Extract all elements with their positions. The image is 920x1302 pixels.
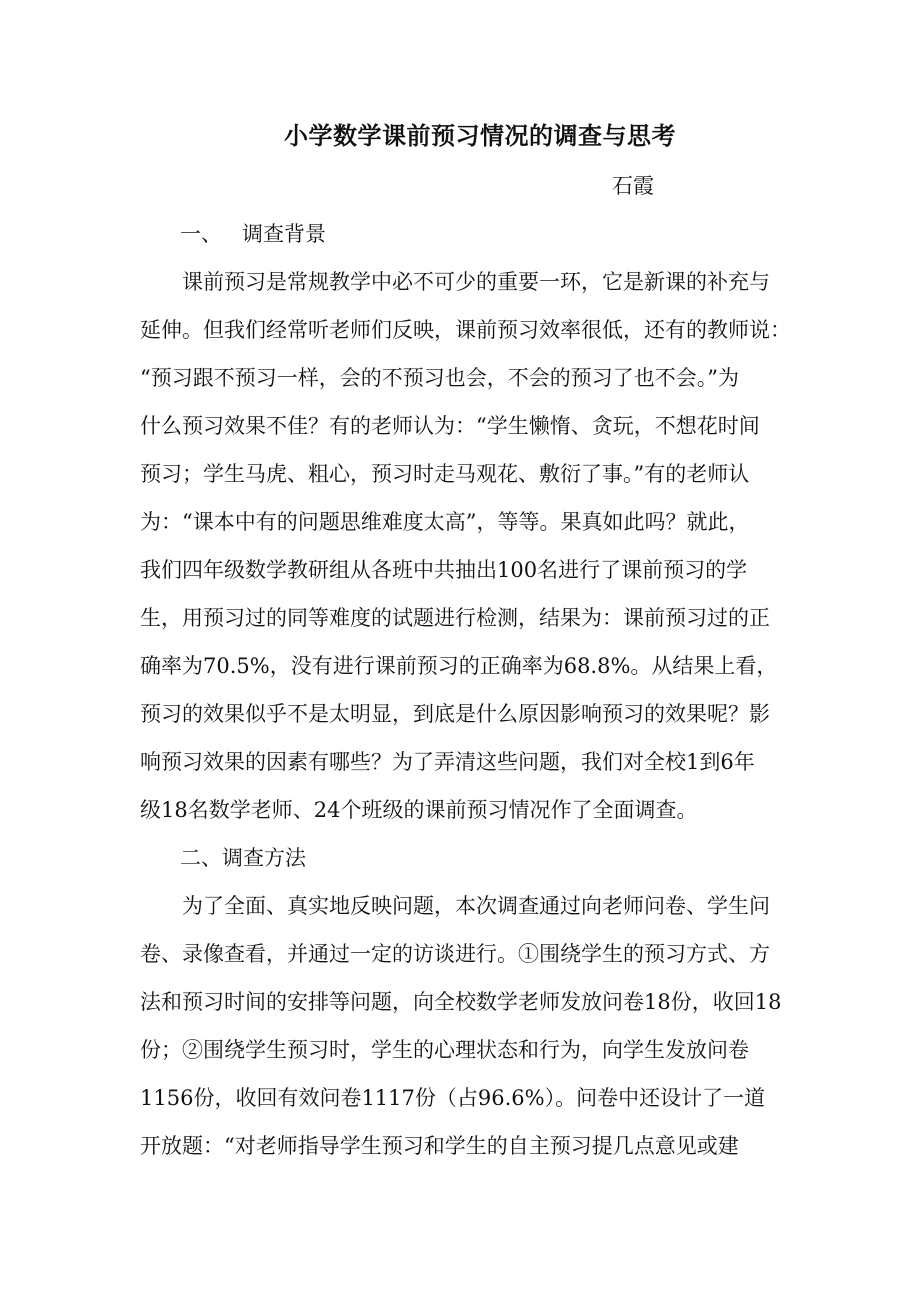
section-heading-text: 调查方法 bbox=[222, 846, 306, 870]
section-paragraph-1 bbox=[140, 258, 790, 834]
paragraph-line: 级18名数学老师、24个班级的课前预习情况作了全面调查。 bbox=[140, 798, 698, 822]
paragraph-line: 1156份，收回有效问卷1117份（占96.6%）。问卷中还设计了一道 bbox=[140, 1086, 766, 1110]
paragraph-line: 预习；学生马虎、粗心，预习时走马观花、敷衍了事。”有的老师认 bbox=[140, 462, 750, 486]
paragraph-line: 确率为70.5%，没有进行课前预习的正确率为68.8%。从结果上看， bbox=[140, 654, 778, 678]
paragraph-line: 我们四年级数学教研组从各班中共抽出100名进行了课前预习的学 bbox=[140, 558, 748, 582]
paragraph-line: 卷、录像查看，并通过一定的访谈进行。①围绕学生的预习方式、方 bbox=[140, 942, 770, 966]
paragraph-line: “预习跟不预习一样，会的不预习也会，不会的预习了也不会。”为 bbox=[140, 366, 739, 390]
section-number: 一、 bbox=[180, 222, 222, 246]
paragraph-line: 响预习效果的因素有哪些？为了弄清这些问题，我们对全校1到6年 bbox=[140, 750, 755, 774]
paragraph-line: 课前预习是常规教学中必不可少的重要一环，它是新课的补充与 bbox=[182, 270, 770, 294]
section-heading-text: 调查背景 bbox=[242, 222, 326, 246]
section-heading-1 bbox=[180, 216, 326, 252]
section-heading-2 bbox=[180, 840, 306, 876]
paragraph-line: 什么预习效果不佳？有的老师认为：“学生懒惰、贪玩，不想花时间 bbox=[140, 414, 760, 438]
section-paragraph-2 bbox=[140, 882, 790, 1170]
paragraph-line: 为：“课本中有的问题思维难度太高”，等等。果真如此吗？就此， bbox=[140, 510, 750, 534]
author-name: 石霞 bbox=[612, 174, 654, 198]
section-number: 二、 bbox=[180, 846, 222, 870]
paragraph-line: 预习的效果似乎不是太明显，到底是什么原因影响预习的效果呢？影 bbox=[140, 702, 770, 726]
paragraph-line: 为了全面、真实地反映问题，本次调查通过向老师问卷、学生问 bbox=[182, 894, 770, 918]
document-title: 小学数学课前预习情况的调查与思考 bbox=[284, 121, 676, 150]
paragraph-line: 生，用预习过的同等难度的试题进行检测，结果为：课前预习过的正 bbox=[140, 606, 770, 630]
paragraph-line: 法和预习时间的安排等问题，向全校数学老师发放问卷18份，收回18 bbox=[140, 990, 782, 1014]
paragraph-line: 开放题：“对老师指导学生预习和学生的自主预习提几点意见或建 bbox=[140, 1134, 739, 1158]
paragraph-line: 延伸。但我们经常听老师们反映，课前预习效率很低，还有的教师说： bbox=[140, 318, 791, 342]
paragraph-line: 份；②围绕学生预习时，学生的心理状态和行为，向学生发放问卷 bbox=[140, 1038, 749, 1062]
